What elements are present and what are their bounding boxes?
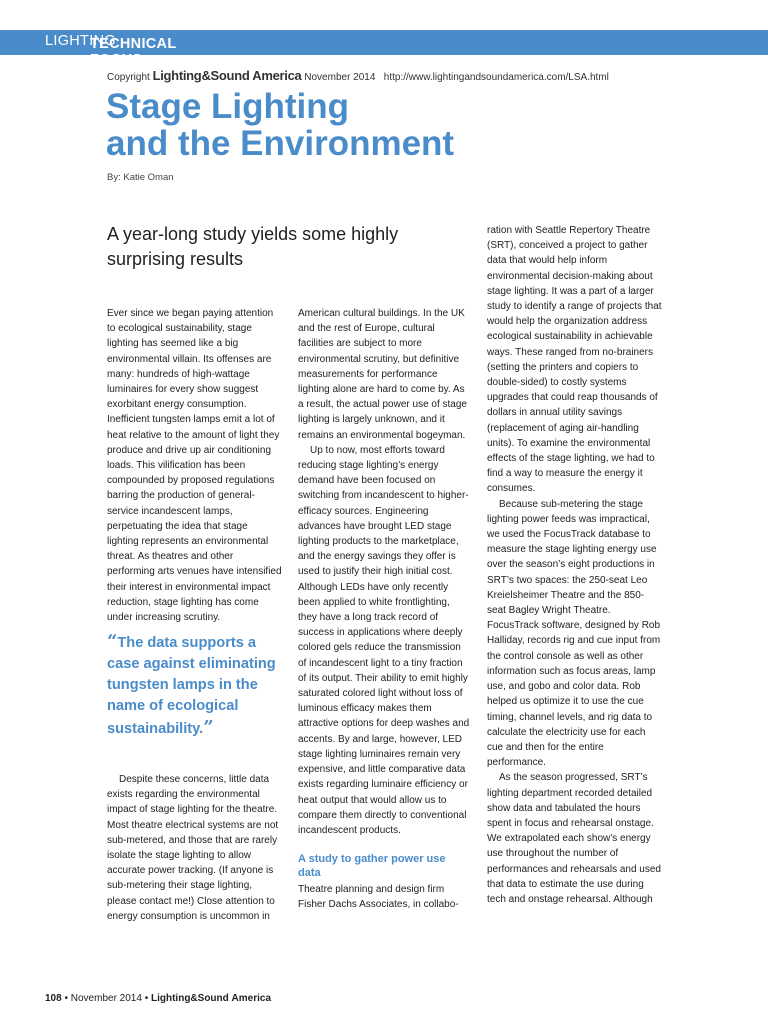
byline: By: Katie Oman bbox=[107, 172, 174, 183]
article-title bbox=[106, 88, 454, 162]
paragraph: As the season progressed, SRT’s lighting department recorded detailed show data and tabulated the hours spent in focus and rehearsal onstage. We extrapolated each show’s energy use throughout the number of performances and rehearsals and used that data to estimate the use during tech and onstage rehearsal. Although bbox=[487, 772, 661, 905]
paragraph: Up to now, most efforts toward reducing stage lighting’s energy demand have been focused on switching from incandescent to higher-efficacy sources. Engineering advances have brought LED stage lighting products to the marketplace, and the energy savings they offer is used to justify their high initial cost. Although LEDs have only recently been applied to white frontlighting, they have a long track record of success in applications where deeply colored gels reduce the transmission of incandescent light to a tiny fraction of its output. Their ability to emit highly saturated colored light without loss of luminous efficacy makes them attractive options for deep washes and accents. By and large, however, LED stage lighting luminaires remain very expensive, and little comparative data exists regarding luminaire efficiency or heat output that would allow us to compare them directly to conventional incandescent products. bbox=[298, 444, 470, 836]
title-line-1: Stage Lighting bbox=[106, 87, 350, 126]
footer-brand-suffix: America bbox=[231, 993, 272, 1004]
copyright-label: Copyright bbox=[107, 72, 150, 83]
paragraph: Despite these concerns, little data exists regarding the environmental impact of stage lighting for the theatre. Most theatre electrical systems are not sub-metered, and those that are rarely isolate the stage lighting to allow accurate power tracking. (If anyone is sub-metering their stage lighting, please contact me!) Close attention to energy consumption is uncommon in bbox=[107, 774, 279, 922]
title-line-2: and the Environment bbox=[106, 124, 455, 163]
column-3 bbox=[487, 223, 662, 907]
copyright-date: November 2014 bbox=[304, 72, 376, 83]
article-deck: A year-long study yields some highly surprising results bbox=[107, 224, 399, 269]
paragraph: Because sub-metering the stage lighting power feeds was impractical, we used the FocusTrack database to measure the stage lighting energy use over the season’s eight productions in SRT’s two spaces: the 250-seat Leo Kreielsheimer Theatre and the 850-seat Bagley Wright Theatre. FocusTrack software, designed by Rob Halliday, records rig and cue input from the control console as well as other information such as focus areas, lamp use, and gobo and color data. Rob helped us optimize it to use the cue timing, channel levels, and rig data to calculate the electricity use for each cue and then for the entire performance. bbox=[487, 498, 661, 769]
footer-separator: • bbox=[64, 993, 68, 1004]
brand-suffix: America bbox=[252, 68, 302, 83]
page-number: 108 bbox=[45, 993, 62, 1004]
footer-brand: Lighting&Sound bbox=[151, 993, 229, 1004]
close-quote: ” bbox=[203, 717, 214, 738]
section-subhead: A study to gather power use data bbox=[298, 853, 446, 880]
section-label: TECHNICAL FOCUS: bbox=[90, 36, 177, 68]
section-header-band bbox=[0, 30, 768, 68]
copyright-line bbox=[107, 68, 609, 83]
open-quote: “ bbox=[107, 631, 118, 652]
paragraph: Theatre planning and design firm Fisher Dachs Associates, in collabo- bbox=[298, 884, 459, 911]
paragraph: American cultural buildings. In the UK and the rest of Europe, cultural facilities are subject to more environmental scrutiny, but definitive measurements for performance lighting alone are hard to come by. As a result, the actual power use of stage lighting is largely unknown, and it remains an environmental bogeyman. bbox=[298, 308, 467, 441]
page-footer bbox=[45, 993, 271, 1004]
copyright-url[interactable]: http://www.lightingandsoundamerica.com/LSA.html bbox=[383, 72, 609, 83]
column-1-continued bbox=[107, 772, 282, 924]
column-2 bbox=[298, 306, 470, 913]
paragraph: Ever since we began paying attention to ecological sustainability, stage lighting has seemed like a big environmental villain. Its offenses are many: hundreds of high-wattage luminaires for every show suggest exorbitant energy consumption. Inefficient tungsten lamps emit a lot of heat relative to the amount of light they produce and drive up air conditioning loads. This vilification has been compounded by proposed regulations barring the production of general-service incandescent lamps, perpetuating the idea that stage lighting represents an environmental threat. As theatres and other performing arts venues have intensified their interest in environmental impact reduction, stage lighting has come under increasing scrutiny. bbox=[107, 308, 282, 624]
section-header bbox=[45, 33, 177, 68]
pull-quote bbox=[107, 631, 282, 740]
paragraph: ration with Seattle Repertory Theatre (SRT), conceived a project to gather data that would help inform environmental decision-making about stage lighting. It was a part of a larger study to identify a range of projects that would help the organization address ecological sustainability in achievable ways. These ranged from no-brainers (setting the printers and copiers to double-sided) to costly systems upgrades that could reap thousands of dollars in annual utility savings (replacement of aging air-handling units). To examine the environmental effects of the stage lighting, we had to find a way to measure the energy it consumes. bbox=[487, 225, 662, 495]
footer-date: November 2014 bbox=[70, 993, 142, 1004]
pull-quote-text: The data supports a case against eliminating tungsten lamps in the name of ecological sustainability. bbox=[107, 635, 276, 737]
column-1 bbox=[107, 306, 282, 625]
footer-separator: • bbox=[144, 993, 149, 1004]
brand-logo-text: Lighting&Sound bbox=[152, 68, 250, 83]
subsection-label: LIGHTING bbox=[45, 33, 116, 49]
